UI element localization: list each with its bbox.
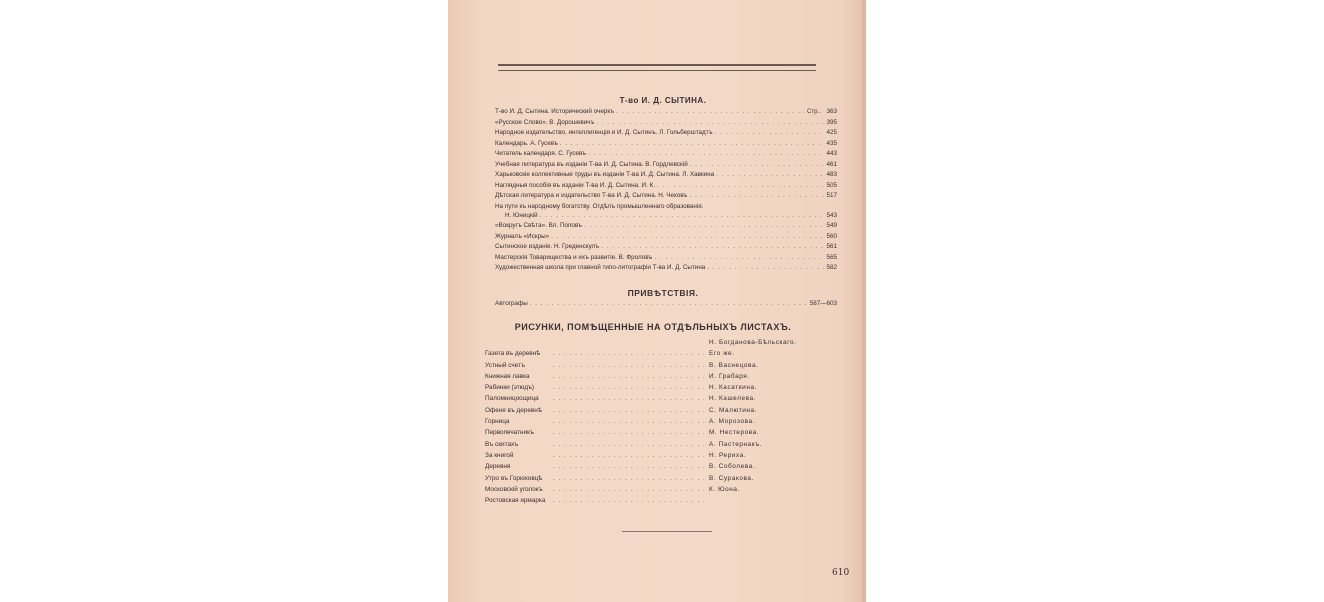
toc-entry-page: 461 <box>826 160 837 168</box>
toc-entry-title: Художественная школа при главной типо-литографіи Т-ва И. Д. Сытина <box>495 264 706 271</box>
leader-dots <box>596 119 824 126</box>
leader-dots <box>690 161 825 168</box>
leader-dots <box>553 429 705 436</box>
illustration-row: Паломницоощица . . . Н. Кашелева. <box>485 395 845 406</box>
illustration-artist: М. Нестерова. <box>709 429 760 437</box>
toc-entry-page: 543 <box>826 211 837 219</box>
toc-row <box>495 182 837 193</box>
leader-dots <box>588 150 824 157</box>
leader-dots <box>707 264 824 271</box>
illustration-artist: Н. Кашелева. <box>709 395 757 403</box>
toc-entry-title: Н. Юницкій <box>505 211 538 219</box>
illustration-row: Книжная лавка . . . И. Грабаря. <box>485 373 845 384</box>
toc-row <box>495 161 837 172</box>
illustration-row: Деревня . . . В. Соболева. <box>485 463 845 474</box>
toc-entry-title: «Вокругъ Свѣта». Вл. Поповъ <box>495 222 582 229</box>
toc-entry-title: Наглядныя пособія въ изданіи Т-ва И. Д. Сытина. И. К. <box>495 181 655 189</box>
toc-entry-title: Читатель календаря. С. Гусевъ <box>495 150 587 157</box>
leader-dots <box>560 140 825 147</box>
toc-entry-title: Календарь. А. Гусевъ <box>495 139 558 147</box>
toc-row <box>495 171 837 182</box>
page-column-header: Стр. <box>807 109 820 115</box>
leader-dots <box>551 233 824 240</box>
toc-entry-title: Сытинское изданіе. Н. Греденскулъ <box>495 243 600 250</box>
illustration-artist: Н. Касаткина. <box>709 384 758 392</box>
toc-entry-page: 425 <box>826 129 837 136</box>
leader-dots <box>601 243 824 250</box>
illustration-row: Первопечатникъ . . . М. Нестерова. <box>485 429 845 440</box>
leader-dots <box>553 362 705 369</box>
illustration-row: За книгой . . . Н. Рериха. <box>485 452 845 463</box>
leader-dots <box>540 212 825 219</box>
section-title-illustrations: РИСУНКИ, ПОМѢЩЕННЫЕ НА ОТДѢЛЬНЫХЪ ЛИСТАХЪ. <box>514 322 792 332</box>
toc-entry-page: 560 <box>826 232 837 240</box>
leader-dots <box>715 129 825 136</box>
illustration-artist: Н. Богданова-Бѣльскаго. <box>709 339 797 346</box>
toc-row <box>495 264 837 275</box>
illustration-row: Устный счетъ . . . В. Васнецова. <box>485 362 845 373</box>
toc-entry-page: 435 <box>826 139 837 147</box>
toc-entry-page: 565 <box>826 253 837 261</box>
closing-rule <box>622 531 712 532</box>
book-page <box>448 0 866 602</box>
toc-row-autographs <box>495 300 837 311</box>
toc-row <box>495 150 837 161</box>
header-double-rule <box>498 64 816 71</box>
illustration-row: Горница . . . А. Морозова. <box>485 418 845 429</box>
illustration-row: Московскій уголокъ . . . К. Юона. <box>485 486 845 497</box>
leader-dots <box>530 300 808 307</box>
toc-entry-page: 517 <box>826 192 837 199</box>
toc-entry-page: 483 <box>826 171 837 178</box>
leader-dots <box>553 350 705 357</box>
illustration-artist: Его же. <box>709 350 735 358</box>
toc-entry-page: 363 <box>826 108 837 115</box>
leader-dots <box>553 373 705 380</box>
illustration-artist: В. Суракова. <box>709 474 754 482</box>
illustration-row <box>485 339 845 350</box>
illustration-artist: А. Морозова. <box>709 418 756 426</box>
section-title-sytin: Т-во И. Д. СЫТИНА. <box>619 96 707 105</box>
leader-dots <box>553 486 705 493</box>
toc-entry-title: Дѣтская литература и издательство Т-ва И. Д. Сытина. Н. Чеховъ <box>495 192 688 199</box>
illustration-artist: И. Грабаря. <box>709 372 750 380</box>
toc-entry-title: Журналъ «Искры» <box>495 232 550 240</box>
leader-dots <box>553 407 705 414</box>
leader-dots <box>553 452 705 459</box>
leader-dots <box>553 463 705 470</box>
illustration-artist: В. Васнецова. <box>709 361 759 369</box>
toc-row <box>495 233 837 244</box>
toc-entry-page: 561 <box>826 243 837 250</box>
leader-dots <box>553 441 705 448</box>
illustration-artist: А. Пастернакъ. <box>709 440 763 448</box>
leader-dots <box>553 395 705 402</box>
leader-dots <box>657 182 824 189</box>
section-title-greetings: ПРИВѢТСТВІЯ. <box>627 288 699 298</box>
toc-entry-title: Автографы <box>495 300 528 307</box>
toc-entry-page: 549 <box>826 222 837 229</box>
toc-entry-title: Мастерскія Товарищества и ихъ развитіе. В. Фроловъ <box>495 253 653 261</box>
illustration-row: Рабинки (этюдъ) . . . Н. Касаткина. <box>485 384 845 395</box>
leader-dots <box>716 171 824 178</box>
illustration-artist: Н. Рериха. <box>709 451 747 459</box>
illustration-row: Утро въ Горюховцѣ . . . В. Суракова. <box>485 475 845 486</box>
illustration-artist: С. Малютина. <box>709 406 758 414</box>
toc-row <box>495 222 837 233</box>
leader-dots <box>689 192 824 199</box>
toc-entry-title: «Русское Слово». В. Дорошевичъ <box>495 118 595 126</box>
toc-row <box>495 140 837 151</box>
toc-list-sytin <box>495 108 837 275</box>
leader-dots <box>616 108 824 115</box>
toc-row <box>495 129 837 140</box>
illustration-row: Въ скитахъ . . . А. Пастернакъ. <box>485 441 845 452</box>
toc-row <box>495 108 837 119</box>
toc-row <box>495 192 837 203</box>
toc-entry-page: 582 <box>826 264 837 271</box>
toc-entry-title: Учебная литература въ изданіи Т-ва И. Д. Сытина. В. Гордлевскій <box>495 160 688 168</box>
illustration-artist: В. Соболева. <box>709 463 756 471</box>
toc-entry-page: 443 <box>826 150 837 157</box>
toc-row <box>495 243 837 254</box>
toc-row <box>495 119 837 130</box>
page-number: 610 <box>832 568 850 578</box>
toc-entry-page: 395 <box>826 118 837 126</box>
illustration-artist: К. Юона. <box>709 485 740 493</box>
leader-dots <box>553 475 705 482</box>
leader-dots <box>553 418 705 425</box>
toc-entry-page: 505 <box>826 181 837 189</box>
toc-entry-title: Харьковскіе коллективные труды въ изданіи Т-ва И. Д. Сытина. Л. Хавкина <box>495 171 715 178</box>
illustration-row: Ростовская ярмарка . . . <box>485 497 845 508</box>
toc-entry-page: 587—603 <box>809 300 837 307</box>
toc-entry-title: Т-во И. Д. Сытина. Исторический очеркъ <box>495 108 615 115</box>
illustration-row: Газета въ деревнѣ . . . Его же. <box>485 350 845 361</box>
toc-entry-title: На пути къ народному богатству. Отдѣлъ промышленнаго образованія. <box>495 202 704 210</box>
page-gutter-shadow <box>862 0 866 602</box>
toc-row <box>495 203 837 212</box>
leader-dots <box>654 254 824 261</box>
leader-dots <box>584 222 825 229</box>
illustration-row: Офеня въ деревнѣ . . . С. Малютина. <box>485 407 845 418</box>
leader-dots <box>553 384 705 391</box>
toc-row <box>495 212 837 223</box>
illustration-list <box>485 339 845 508</box>
leader-dots <box>553 497 705 504</box>
toc-entry-title: Народное издательство, интеллигенція и И. Д. Сытинъ. Л. Гольберштадтъ <box>495 129 713 136</box>
toc-row <box>495 254 837 265</box>
